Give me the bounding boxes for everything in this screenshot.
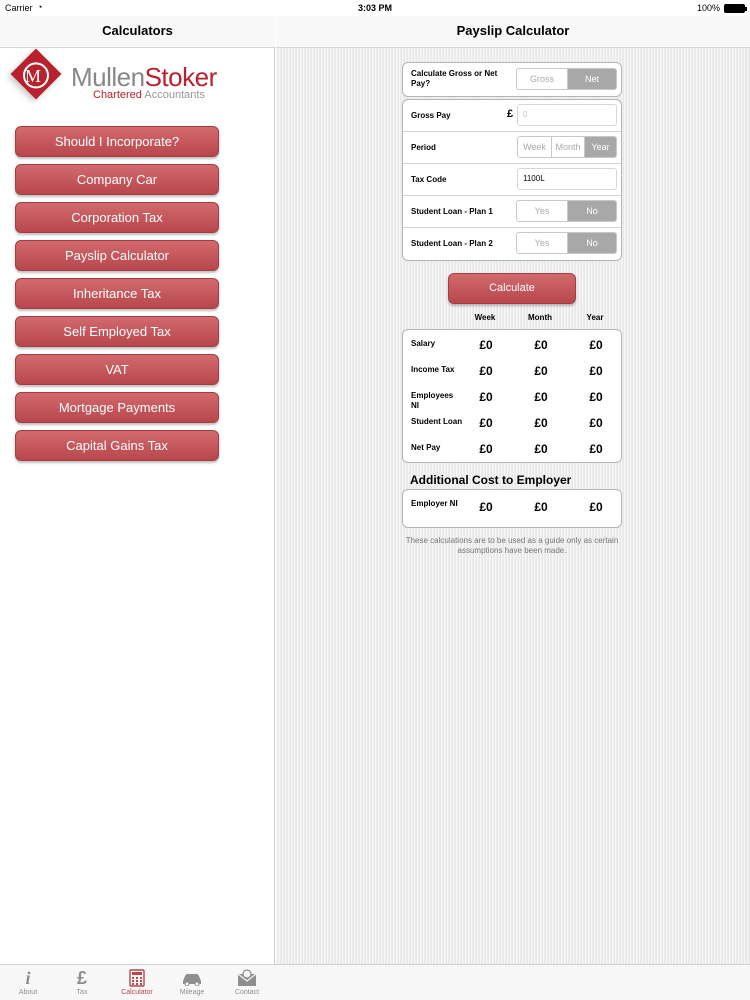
tax-code-input[interactable]: 1100L xyxy=(517,168,617,190)
result-year-value: £0 xyxy=(589,390,603,404)
result-year-value: £0 xyxy=(589,338,603,352)
result-label: Student Loan xyxy=(411,417,463,426)
period-segment xyxy=(517,136,617,158)
tab-calculator[interactable] xyxy=(112,965,162,1000)
logo-wordmark: MullenStoker xyxy=(71,62,217,92)
column-month-header: Month xyxy=(528,313,552,322)
car-icon xyxy=(167,965,217,989)
menu-vat-button[interactable]: VAT xyxy=(15,354,219,385)
tab-mileage-label: Mileage xyxy=(179,989,205,996)
menu-payslip-calculator-button[interactable]: Payslip Calculator xyxy=(15,240,219,271)
result-row-employees-ni xyxy=(403,384,621,410)
detail-navbar xyxy=(276,16,750,48)
battery-icon xyxy=(724,4,745,13)
gross-net-label: Calculate Gross or Net Pay? xyxy=(411,69,498,88)
plan1-no-option[interactable]: No xyxy=(567,201,616,221)
tab-tax[interactable] xyxy=(57,965,107,1000)
gross-pay-label: Gross Pay xyxy=(411,111,451,120)
result-week-value: £0 xyxy=(479,364,493,378)
employer-ni-label: Employer NI xyxy=(411,499,458,508)
results-card xyxy=(402,329,622,463)
period-year-option[interactable]: Year xyxy=(584,137,616,157)
master-navbar xyxy=(0,16,275,48)
result-row-student-loan xyxy=(403,410,621,436)
period-row xyxy=(403,132,621,164)
tab-about[interactable] xyxy=(3,965,53,1000)
student-loan-plan2-row xyxy=(403,228,621,260)
result-month-value: £0 xyxy=(534,364,548,378)
gross-pay-row xyxy=(403,100,621,132)
logo-monogram-icon: M xyxy=(25,66,42,86)
calculate-button[interactable]: Calculate xyxy=(448,273,576,304)
result-month-value: £0 xyxy=(534,390,548,404)
result-week-value: £0 xyxy=(479,338,493,352)
employer-month-value: £0 xyxy=(534,500,548,514)
column-year-header: Year xyxy=(586,313,604,322)
period-month-option[interactable]: Month xyxy=(551,137,584,157)
plan2-no-option[interactable]: No xyxy=(567,233,616,253)
calculator-icon xyxy=(112,965,162,989)
tab-about-label: About xyxy=(18,989,38,996)
envelope-icon xyxy=(222,965,272,989)
result-row-salary xyxy=(403,332,621,358)
detail-pane xyxy=(276,0,750,964)
tax-code-label: Tax Code xyxy=(411,175,447,184)
pound-icon: £ xyxy=(76,968,87,988)
menu-mortgage-payments-button[interactable]: Mortgage Payments xyxy=(15,392,219,423)
result-year-value: £0 xyxy=(589,364,603,378)
result-week-value: £0 xyxy=(479,442,493,456)
tab-calculator-label: Calculator xyxy=(121,989,153,996)
carrier-label: Carrier xyxy=(5,3,33,13)
period-label: Period xyxy=(411,143,436,152)
logo-subtitle: Chartered Accountants xyxy=(93,89,205,101)
result-label: Income Tax xyxy=(411,365,455,374)
company-logo xyxy=(8,52,270,112)
student-loan-plan1-label: Student Loan - Plan 1 xyxy=(411,207,493,216)
result-year-value: £0 xyxy=(589,442,603,456)
currency-symbol: £ xyxy=(507,108,514,120)
result-week-value: £0 xyxy=(479,416,493,430)
column-week-header: Week xyxy=(474,313,496,322)
gross-option[interactable]: Gross xyxy=(517,69,567,89)
tax-code-row xyxy=(403,164,621,196)
calculator-menu xyxy=(15,126,219,468)
tab-tax-label: Tax xyxy=(76,989,88,996)
result-row-income-tax xyxy=(403,358,621,384)
student-loan-plan1-segment xyxy=(516,200,617,222)
gross-pay-input[interactable]: 0 xyxy=(517,104,617,126)
result-year-value: £0 xyxy=(589,416,603,430)
employer-week-value: £0 xyxy=(479,500,493,514)
detail-title: Payslip Calculator xyxy=(456,23,570,38)
master-title: Calculators xyxy=(102,23,173,38)
plan1-yes-option[interactable]: Yes xyxy=(517,201,567,221)
wifi-icon: ◔ xyxy=(37,2,43,12)
additional-cost-title: Additional Cost to Employer xyxy=(410,473,572,487)
period-week-option[interactable]: Week xyxy=(518,137,551,157)
info-icon: i xyxy=(25,968,31,988)
menu-should-i-incorporate-button[interactable]: Should I Incorporate? xyxy=(15,126,219,157)
plan2-yes-option[interactable]: Yes xyxy=(517,233,567,253)
master-pane xyxy=(0,0,275,1000)
student-loan-plan1-row xyxy=(403,196,621,228)
result-row-net-pay xyxy=(403,436,621,462)
tab-mileage[interactable] xyxy=(167,965,217,1000)
gross-net-card xyxy=(402,62,622,97)
employer-cost-card xyxy=(402,489,622,528)
tab-bar xyxy=(0,964,750,1000)
menu-corporation-tax-button[interactable]: Corporation Tax xyxy=(15,202,219,233)
result-month-value: £0 xyxy=(534,416,548,430)
employer-year-value: £0 xyxy=(589,500,603,514)
status-time: 3:03 PM xyxy=(357,3,392,13)
menu-capital-gains-tax-button[interactable]: Capital Gains Tax xyxy=(15,430,219,461)
disclaimer-text: These calculations are to be used as a guide only as certain assumptions have been made. xyxy=(405,536,619,555)
menu-company-car-button[interactable]: Company Car xyxy=(15,164,219,195)
gross-net-segment xyxy=(516,68,617,90)
result-month-value: £0 xyxy=(534,338,548,352)
status-bar xyxy=(0,0,750,16)
result-row-employer-ni xyxy=(403,496,621,522)
tab-contact[interactable] xyxy=(222,965,272,1000)
tab-contact-label: Contact xyxy=(234,989,260,996)
battery-percent: 100% xyxy=(696,3,720,13)
student-loan-plan2-segment xyxy=(516,232,617,254)
result-month-value: £0 xyxy=(534,442,548,456)
menu-self-employed-tax-button[interactable]: Self Employed Tax xyxy=(15,316,219,347)
result-label: Salary xyxy=(411,339,436,348)
result-label: Employees NI xyxy=(411,391,454,410)
student-loan-plan2-label: Student Loan - Plan 2 xyxy=(411,239,493,248)
gross-net-row xyxy=(403,63,621,96)
result-label: Net Pay xyxy=(411,443,441,452)
inputs-card xyxy=(402,99,622,261)
result-week-value: £0 xyxy=(479,390,493,404)
menu-inheritance-tax-button[interactable]: Inheritance Tax xyxy=(15,278,219,309)
net-option[interactable]: Net xyxy=(567,69,616,89)
